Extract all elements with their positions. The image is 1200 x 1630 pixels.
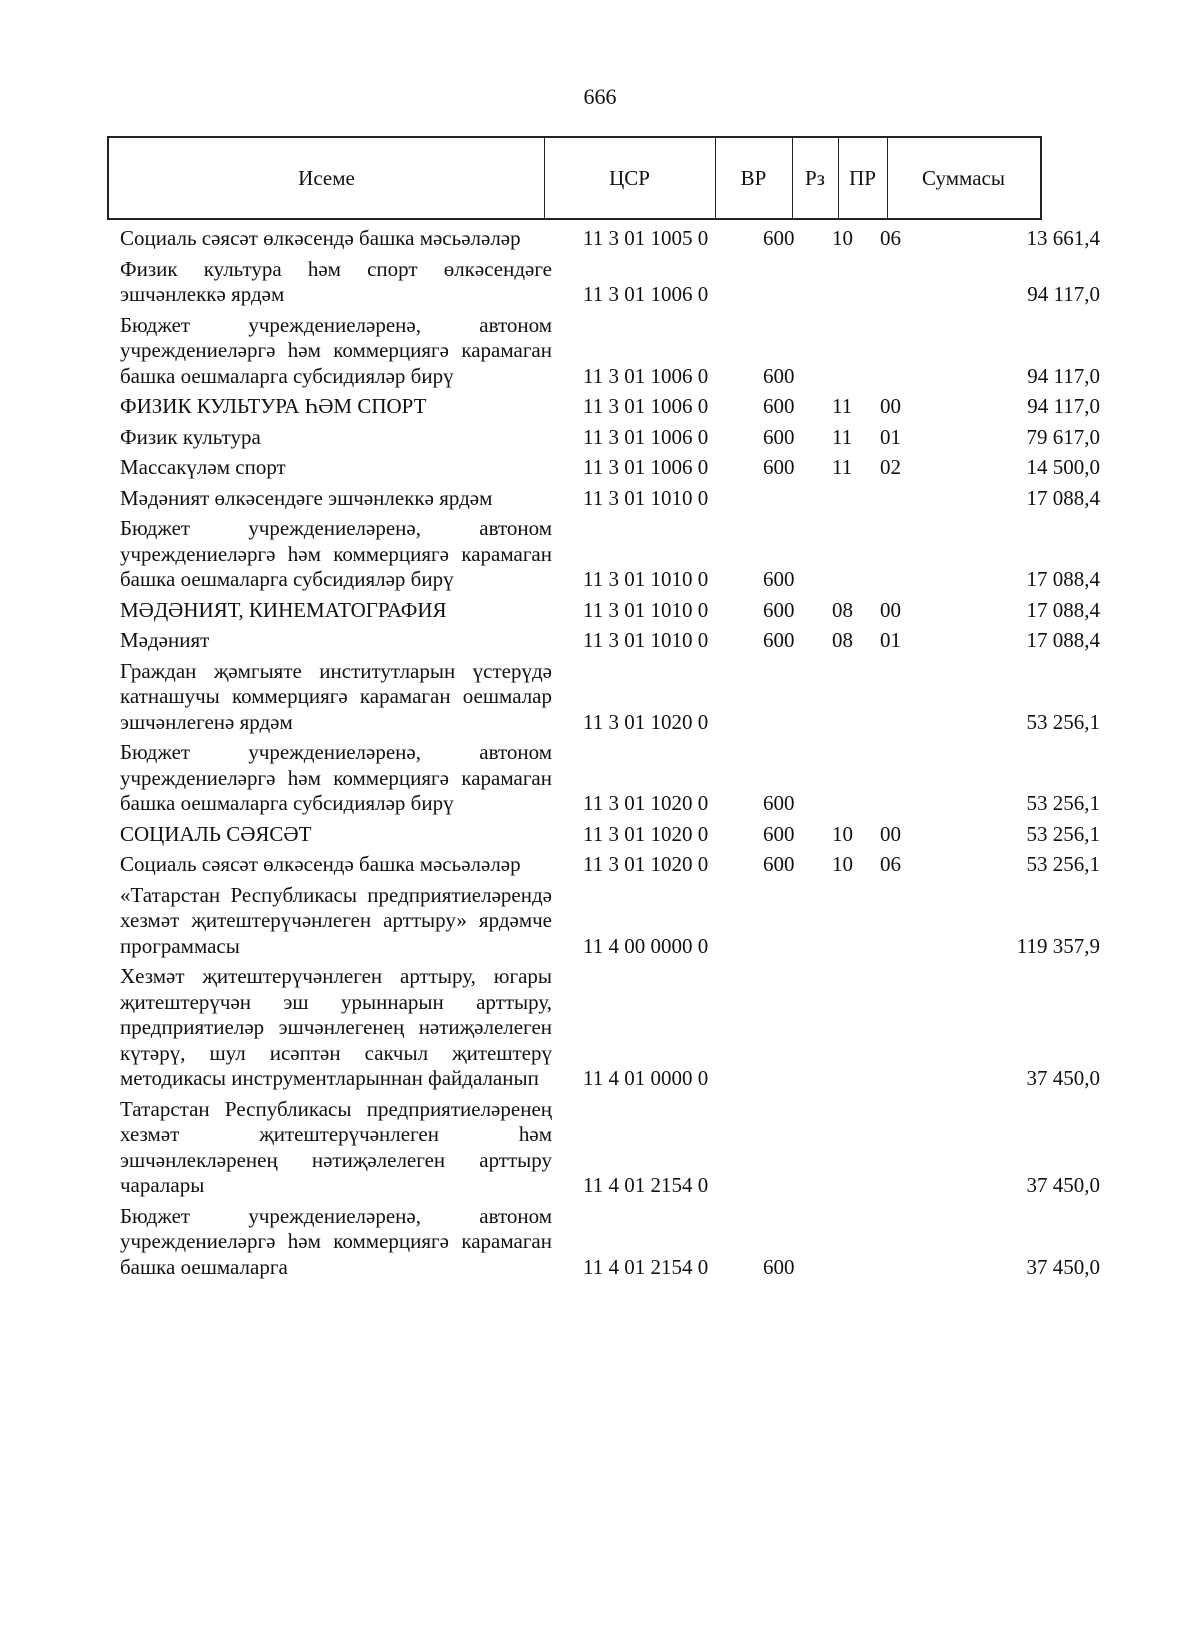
row-pr: 00	[880, 597, 901, 622]
row-csr: 11 3 01 1020 0	[583, 791, 709, 815]
row-sum: 17 088,4	[1026, 597, 1100, 622]
row-vr: 600	[763, 852, 795, 876]
row-sum: 17 088,4	[1026, 628, 1100, 652]
row-vr: 600	[763, 455, 795, 479]
row-name: Мәдәният өлкәсендәге эшчәнлеккә ярдәм	[120, 485, 493, 510]
row-sum: 119 357,9	[1016, 933, 1100, 958]
row-name: Физик культура	[120, 424, 261, 449]
row-sum: 17 088,4	[1026, 567, 1100, 591]
row-csr: 11 3 01 1006 0	[583, 394, 709, 418]
row-rz: 08	[832, 597, 853, 622]
row-vr: 600	[763, 363, 795, 388]
row-sum: 94 117,0	[1027, 282, 1100, 306]
table-header	[107, 136, 1042, 220]
row-csr: 11 3 01 1020 0	[583, 821, 709, 846]
header-name: Исеме	[298, 165, 355, 190]
row-name: Бюджет учреждениеләренә, автоном учреждениеләргә һәм коммерциягә карамаган башка оешмаларга субсидияләр бирү	[120, 312, 552, 388]
row-csr: 11 3 01 1005 0	[583, 226, 709, 250]
row-name: СОЦИАЛЬ СӘЯСӘТ	[120, 821, 312, 846]
row-name: Граждан җәмгыяте институтларын үстерүдә катнашучы коммерциягә карамаган оешмалар эшчәнлегенә ярдәм	[120, 658, 552, 734]
header-pr: ПР	[849, 165, 876, 190]
header-rz: Рз	[805, 165, 825, 190]
row-vr: 600	[763, 424, 795, 449]
row-csr: 11 3 01 1010 0	[583, 485, 709, 510]
row-csr: 11 3 01 1020 0	[583, 852, 709, 876]
row-sum: 37 450,0	[1026, 1066, 1100, 1090]
row-csr: 11 4 01 0000 0	[583, 1066, 709, 1090]
row-csr: 11 3 01 1006 0	[583, 363, 709, 388]
table-row	[0, 659, 1200, 736]
row-name: «Татарстан Республикасы предприятиеләрендә хезмәт җитештерүчәнлеген арттыру» ярдәмче программасы	[120, 882, 552, 958]
row-sum: 53 256,1	[1026, 791, 1100, 815]
row-vr: 600	[763, 821, 795, 846]
row-rz: 11	[832, 394, 853, 418]
table-row	[0, 598, 1200, 624]
row-pr: 02	[880, 455, 901, 479]
row-csr: 11 4 00 0000 0	[583, 933, 709, 958]
row-name: Татарстан Республикасы предприятиеләренең хезмәт җитештерүчәнлеген һәм эшчәнлекләренең нәтиҗәлелеген арттыру чаралары	[120, 1096, 552, 1197]
table-row	[0, 822, 1200, 848]
table-row	[0, 394, 1200, 420]
row-name: ФИЗИК КУЛЬТУРА ҺӘМ СПОРТ	[120, 394, 427, 418]
row-pr: 00	[880, 821, 901, 846]
row-name: Бюджет учреждениеләренә, автоном учреждениеләргә һәм коммерциягә карамаган башка оешмаларга субсидияләр бирү	[120, 516, 552, 591]
row-rz: 11	[832, 455, 853, 479]
table-row	[0, 628, 1200, 654]
row-sum: 53 256,1	[1026, 852, 1100, 876]
row-name: Физик культура һәм спорт өлкәсендәге эшчәнлеккә ярдәм	[120, 256, 552, 306]
row-sum: 53 256,1	[1026, 821, 1100, 846]
row-sum: 37 450,0	[1026, 1173, 1100, 1197]
table-row	[0, 425, 1200, 451]
page-number: 666	[583, 84, 617, 109]
row-sum: 53 256,1	[1026, 709, 1100, 734]
row-name: МӘДӘНИЯТ, КИНЕМАТОГРАФИЯ	[120, 597, 447, 622]
row-name: Бюджет учреждениеләренә, автоном учреждениеләргә һәм коммерциягә карамаган башка оешмаларга	[120, 1203, 552, 1279]
table-row	[0, 1204, 1200, 1281]
table-row	[0, 883, 1200, 960]
row-rz: 11	[832, 424, 853, 449]
row-pr: 01	[880, 628, 901, 652]
row-rz: 08	[832, 628, 853, 652]
row-csr: 11 3 01 1006 0	[583, 282, 709, 306]
row-sum: 94 117,0	[1027, 394, 1100, 418]
table-row	[0, 257, 1200, 308]
table-row	[0, 516, 1200, 593]
row-name: Социаль сәясәт өлкәсендә башка мәсьәләләр	[120, 226, 521, 250]
row-rz: 10	[832, 226, 853, 250]
row-sum: 37 450,0	[1026, 1254, 1100, 1279]
row-sum: 17 088,4	[1026, 485, 1100, 510]
row-vr: 600	[763, 567, 795, 591]
table-row	[0, 486, 1200, 512]
row-csr: 11 3 01 1006 0	[583, 455, 709, 479]
row-csr: 11 3 01 1006 0	[583, 424, 709, 449]
header-csr: ЦСР	[609, 165, 650, 190]
table-row	[0, 455, 1200, 481]
row-name: Социаль сәясәт өлкәсендә башка мәсьәләләр	[120, 852, 521, 876]
row-sum: 94 117,0	[1027, 363, 1100, 388]
row-csr: 11 3 01 1010 0	[583, 597, 709, 622]
table-row	[0, 313, 1200, 390]
row-csr: 11 3 01 1010 0	[583, 567, 709, 591]
row-csr: 11 4 01 2154 0	[583, 1254, 709, 1279]
row-pr: 01	[880, 424, 901, 449]
row-name: Бюджет учреждениеләренә, автоном учреждениеләргә һәм коммерциягә карамаган башка оешмаларга субсидияләр бирү	[120, 740, 552, 815]
header-sum: Суммасы	[922, 165, 1005, 190]
row-sum: 14 500,0	[1026, 455, 1100, 479]
row-sum: 13 661,4	[1026, 226, 1100, 250]
row-vr: 600	[763, 597, 795, 622]
row-vr: 600	[763, 628, 795, 652]
row-vr: 600	[763, 1254, 795, 1279]
row-rz: 10	[832, 852, 853, 876]
row-pr: 00	[880, 394, 901, 418]
row-sum: 79 617,0	[1026, 424, 1100, 449]
row-vr: 600	[763, 394, 795, 418]
row-pr: 06	[880, 226, 901, 250]
row-csr: 11 3 01 1020 0	[583, 709, 709, 734]
row-pr: 06	[880, 852, 901, 876]
table-row	[0, 964, 1200, 1092]
row-name: Массакүләм спорт	[120, 455, 286, 479]
row-vr: 600	[763, 226, 795, 250]
header-vr: ВР	[740, 165, 767, 190]
table-row	[0, 740, 1200, 817]
row-csr: 11 4 01 2154 0	[583, 1173, 709, 1197]
row-name: Мәдәният	[120, 628, 210, 652]
row-name: Хезмәт җитештерүчәнлеген арттыру, югары җитештерүчән эш урыннарын арттыру, предприятиеләр эшчәнлегенең нәтиҗәлелеген күтәрү, шул исәптән сакчыл җитештерү методикасы инструментларыннан файдаланып	[120, 964, 552, 1090]
row-csr: 11 3 01 1010 0	[583, 628, 709, 652]
row-rz: 10	[832, 821, 853, 846]
row-vr: 600	[763, 791, 795, 815]
table-row	[0, 226, 1200, 252]
table-row	[0, 1097, 1200, 1199]
table-body	[0, 226, 1200, 1285]
table-row	[0, 852, 1200, 878]
